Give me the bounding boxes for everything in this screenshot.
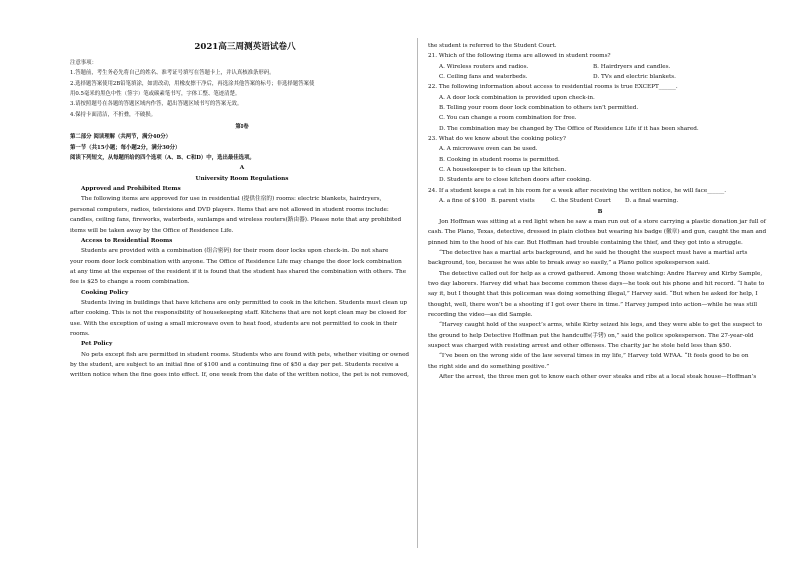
- paragraph-line: use. With the exception of using a small microwave oven to heat food, students are not permitted to cook in their: [70, 320, 398, 327]
- option: B. Hairdryers and candles.: [593, 63, 671, 70]
- option: A. A microwave oven can be used.: [439, 146, 538, 153]
- question-stem: 22. The following information about access to residential rooms is true EXCEPT______.: [428, 84, 678, 91]
- paragraph-line: the right side and do something positive.”: [428, 363, 550, 370]
- paragraph-line: The following items are approved for use in residential (提供住宿的) rooms: electric blankets, hairdryers,: [81, 196, 382, 203]
- option: A. a fine of $100: [439, 198, 487, 205]
- part-heading: 第二部分 阅读理解（共两节，满分40分）: [70, 134, 172, 141]
- paragraph-line: your room door lock combination with anyone. The Office of Residence Life may change the door lock combination: [70, 258, 402, 265]
- paragraph-line: items will be taken away by the Office of Residence Life.: [70, 227, 234, 234]
- option: C. A housekeeper is to clean up the kitchen.: [439, 167, 567, 174]
- question-stem: 24. If a student keeps a cat in his room for a week after receiving the written notice, he will face______.: [428, 187, 727, 194]
- option: D. The combination may be changed by The Office of Residence Life if it has been shared.: [439, 125, 699, 132]
- section-heading-access: Access to Residential Rooms: [81, 237, 173, 244]
- paragraph-line: pinned him to the hood of his car. But Hoffman had trouble containing the thief, and they got into a struggle.: [428, 239, 743, 246]
- passage-b-label: B: [597, 208, 603, 215]
- passage-a-label: A: [239, 165, 245, 172]
- paragraph-line: recording the video—as did Sample.: [428, 311, 533, 318]
- continuation-line: the student is referred to the Student Court.: [428, 43, 557, 49]
- option-row: [428, 62, 772, 72]
- question-stem: 23. What do we know about the cooking policy?: [428, 136, 566, 143]
- option: B. parent visits: [491, 198, 535, 205]
- page-title: 2021高三周测英语试卷八: [194, 42, 296, 52]
- notice-item: 1.答题前，考生务必先将自己的姓名、准考证号填写在答题卡上，并认真核准条形码。: [70, 70, 275, 77]
- paragraph-line: after cooking. This is not the responsibility of housekeeping staff. Kitchens that are not kept clean may be closed for: [70, 310, 407, 317]
- section-heading: 第一节（共15小题；每小题2分，满分30分）: [70, 144, 181, 151]
- option: C. the Student Court: [551, 198, 611, 205]
- notice-item: 3.请按照题号在各题的答题区域内作答，超出答题区域书写的答案无效。: [70, 101, 243, 108]
- notice-item: 4.保持卡面清洁，不折叠，不破损。: [70, 111, 157, 118]
- paragraph-line: cash. The Plano, Texas, detective, dressed in plain clothes but wearing his badge (徽章) and gun, caught the man and: [428, 229, 767, 236]
- option: D. TVs and electric blankets.: [593, 74, 676, 81]
- paragraph-line: Jon Hoffman was sitting at a red light when he saw a man run out of a store carrying a plastic donation jar full of: [439, 218, 766, 225]
- paragraph-line: candles, ceiling fans, fireworks, waterbeds, sunlamps and wireless routers(路由器). Please note that any prohibited: [70, 217, 402, 224]
- paragraph-line: by the student, are subject to an initial fine of $100 and a continuing fine of $50 a day per pet. Students receive a: [70, 361, 399, 368]
- paragraph-line: written notice when the fine goes into effect. If, one week from the date of the written notice, the pet is not removed,: [70, 372, 409, 379]
- option-row: [428, 72, 772, 82]
- paragraph-line: say it, but I thought that this policeman was doing something illegal,” Harvey said. “But when he asked for help, I: [428, 291, 758, 298]
- notice-item: 用0.5毫米的黑色中性（签字）笔或碳素笔书写，字体工整、笔迹清楚。: [70, 91, 241, 98]
- paragraph-line: thought, well, there won’t be a shooting if I got over there in time.” Harvey jumped into action—while he was still: [428, 301, 758, 308]
- paragraph-line: background, too, because he was able to break away so easily,” a Plano police spokesperson said.: [428, 260, 710, 267]
- volume-label: 第I卷: [235, 124, 249, 131]
- passage-a-title: University Room Regulations: [195, 175, 289, 182]
- paragraph-line: “Harvey caught hold of the suspect’s arms, while Kirby seized his legs, and they were able to get the suspect to: [439, 322, 763, 329]
- left-column: [70, 40, 414, 381]
- paragraph-line: After the arrest, the three men got to know each other over steaks and ribs at a local steak house—Hoffman’s: [439, 374, 757, 380]
- paragraph-line: “The detective has a martial arts background, and he said he thought the suspect must have a martial arts: [439, 249, 748, 256]
- option: A. A door lock combination is provided upon check-in.: [439, 94, 595, 101]
- paragraph-line: personal computers, radios, televisions and DVD players. Items that are not allowed in student rooms include:: [70, 206, 389, 213]
- paragraph-line: Students living in buildings that have kitchens are only permitted to cook in the kitchen. Students must clean up: [81, 299, 407, 306]
- section-heading-pet: Pet Policy: [81, 341, 113, 348]
- option: C. You can change a room combination for free.: [439, 115, 577, 122]
- paragraph-line: two day laborers. Harvey did what has become common these days—he took out his phone and hit record. “I hate to: [428, 280, 765, 287]
- notice-heading: 注意事项：: [70, 60, 97, 66]
- option-row: [428, 196, 772, 206]
- option: D. Students are to close kitchen doors after cooking.: [439, 177, 592, 184]
- notice-item: 2.选择题答案使用2B铅笔填涂，如需改动，用橡皮擦干净后，再选涂其他答案的标号；非选择题答案使: [70, 80, 315, 87]
- column-divider: [417, 38, 418, 548]
- option: B. Cooking in student rooms is permitted.: [439, 156, 560, 163]
- paragraph-line: at any time at the expense of the resident if it is found that the student has shared the combination with others. The: [70, 268, 407, 275]
- option: D. a final warning.: [625, 198, 679, 205]
- paragraph-line: suspect was charged with resisting arrest and other offenses. The charity jar he stole held less than $50.: [428, 342, 732, 349]
- paragraph-line: No pets except fish are permitted in student rooms. Students who are found with pets, whether visiting or owned: [81, 351, 410, 358]
- paragraph-line: “I’ve been on the wrong side of the law several times in my life,” Harvey told WFAA. “It feels good to be on: [439, 353, 749, 360]
- question-stem: 21. Which of the following items are allowed in student rooms?: [428, 53, 611, 60]
- paragraph-line: The detective called out for help as a crowd gathered. Among those watching: Andre Harvey and Kirby Sample,: [439, 270, 763, 277]
- section-heading-items: Approved and Prohibited Items: [81, 186, 181, 193]
- option: B. Telling your room door lock combination to others isn’t permitted.: [439, 105, 639, 112]
- paragraph-line: fee is $25 to change a room combination.: [70, 279, 190, 286]
- section-heading-cooking: Cooking Policy: [81, 289, 129, 296]
- paragraph-line: the ground to help Detective Hoffman put the handcuffs(手铐) on,” said the police spokesperson. The 27-year-old: [428, 332, 754, 339]
- paragraph-line: Students are provided with a combination (组合密码) for their room door locks upon check-in. Do not share: [81, 248, 389, 255]
- option: C. Ceiling fans and waterbeds.: [439, 74, 528, 81]
- paragraph-line: rooms.: [70, 330, 90, 337]
- option: A. Wireless routers and radios.: [439, 63, 529, 70]
- right-column: [428, 41, 772, 382]
- instruction: 阅读下列短文，从每题所给的四个选项（A、B、C和D）中，选出最佳选项。: [70, 155, 255, 162]
